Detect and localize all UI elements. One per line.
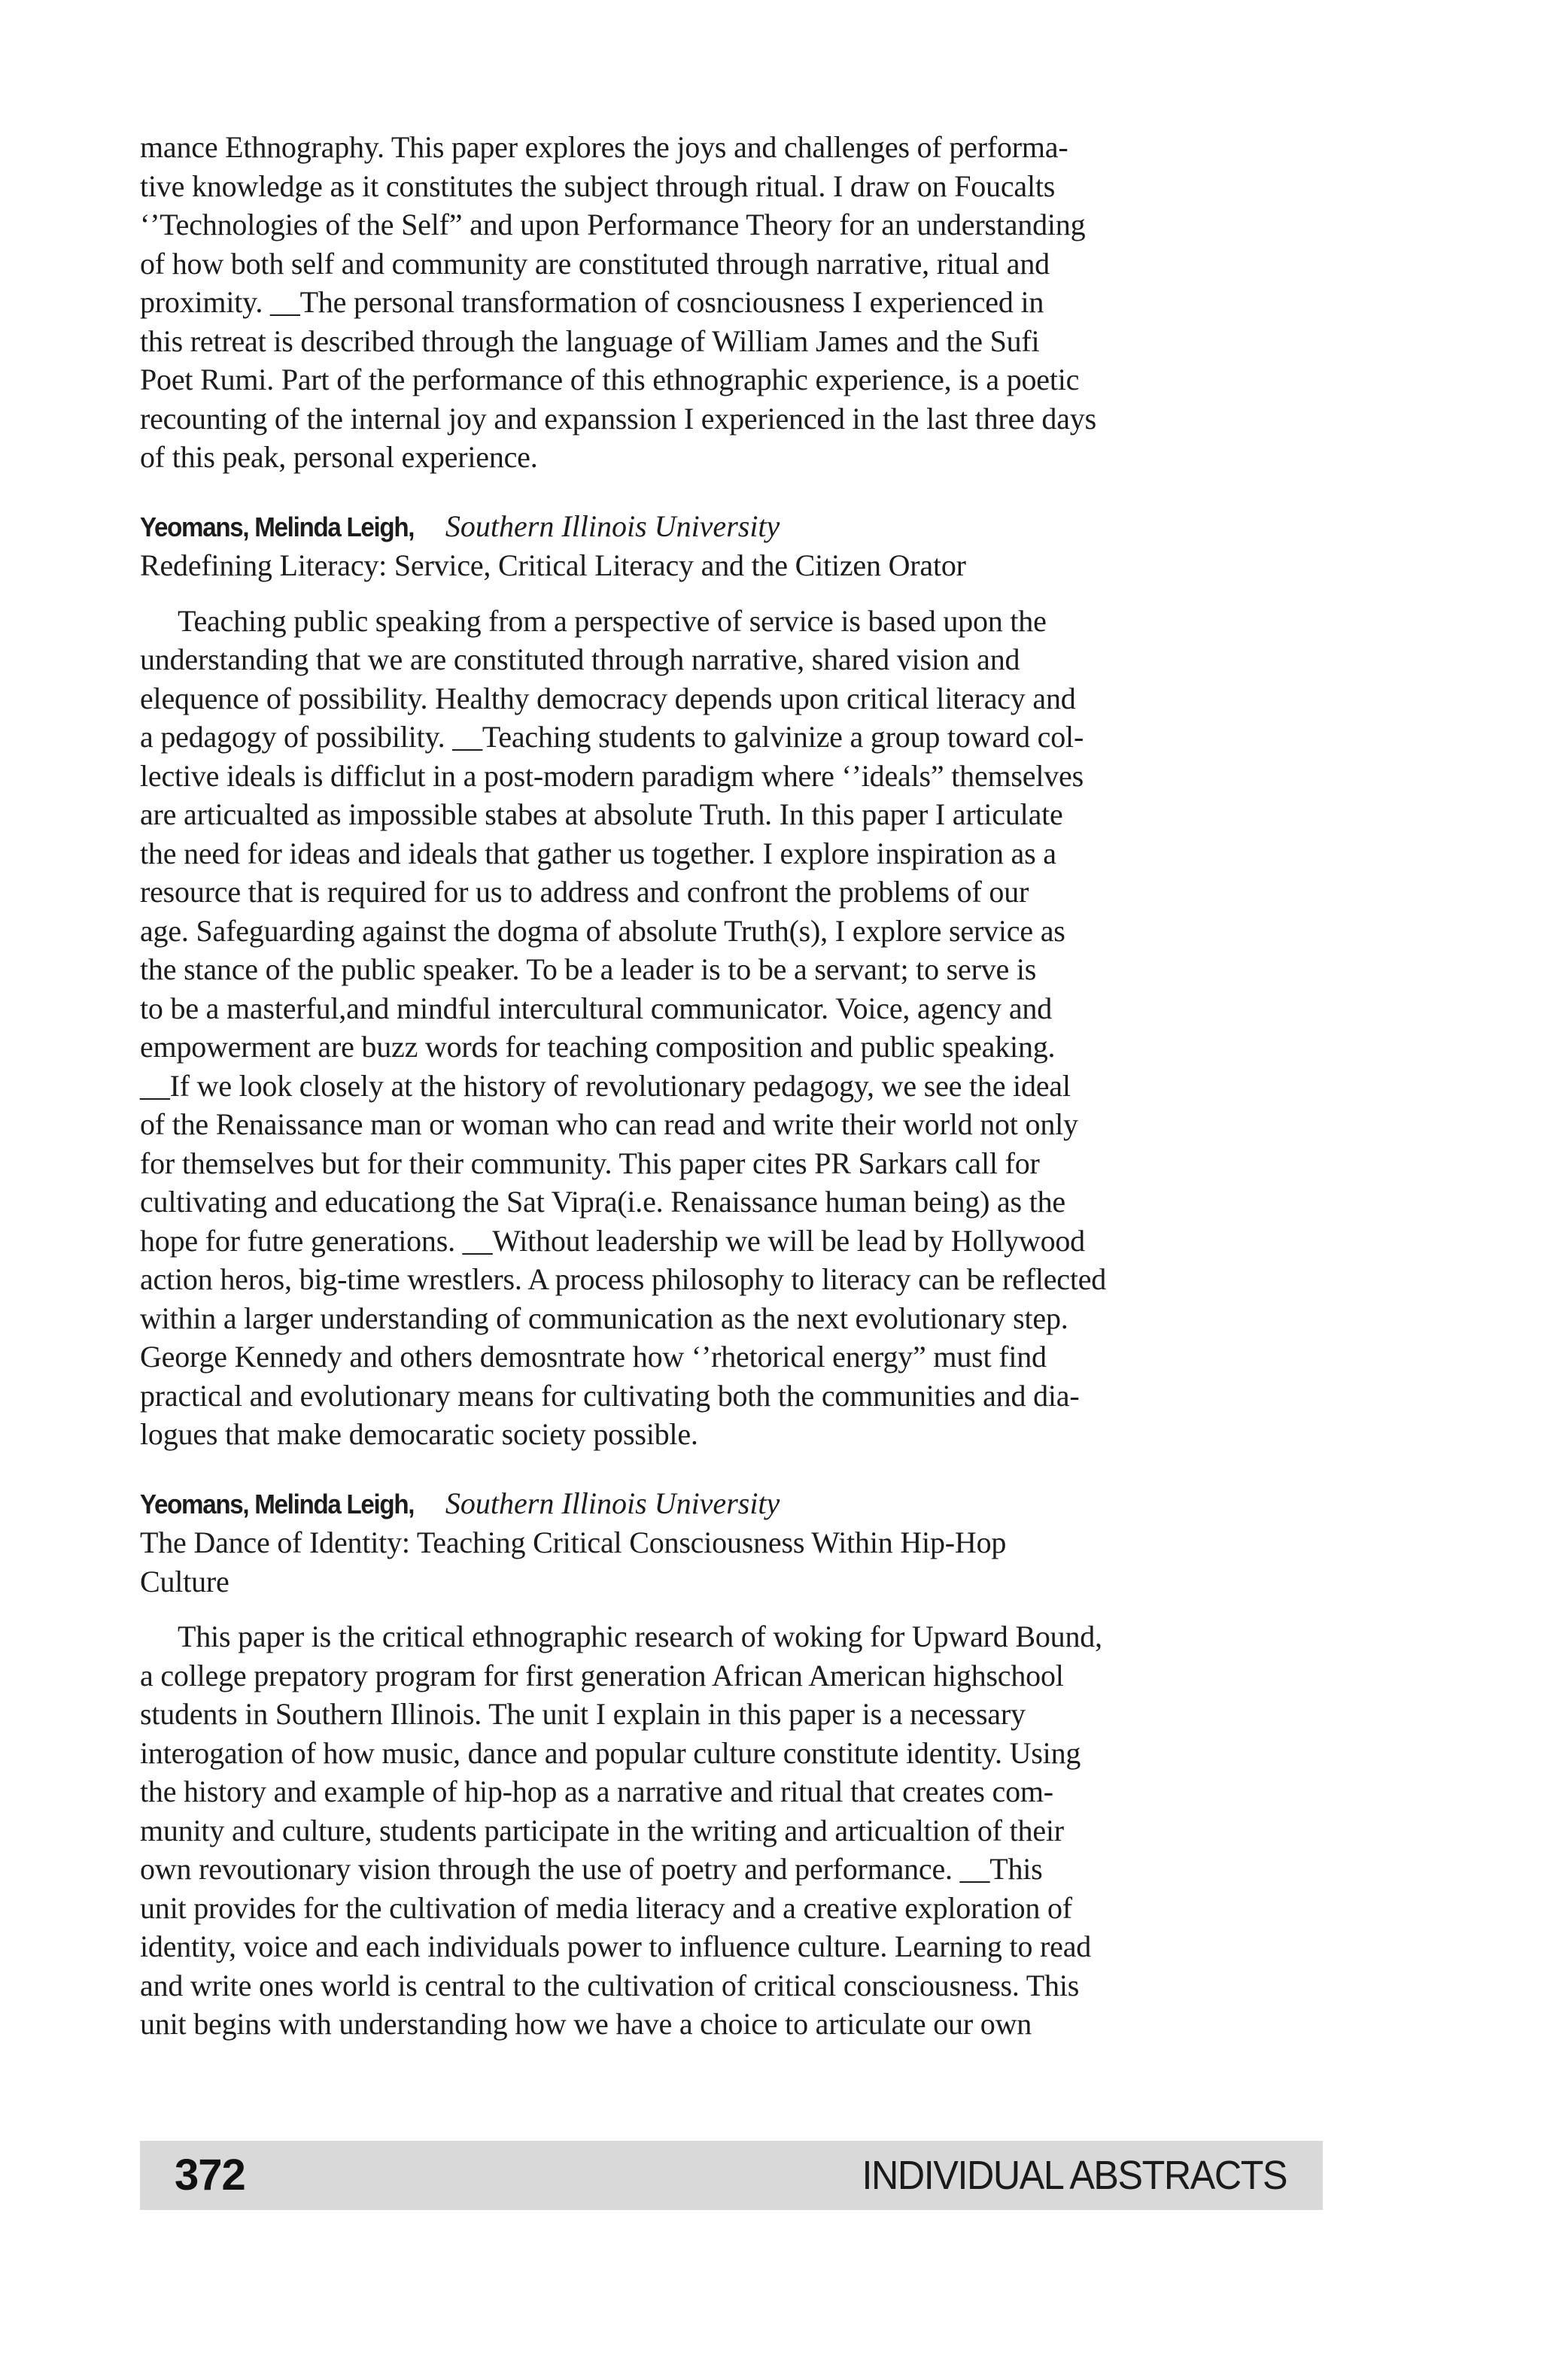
text-line: age. Safeguarding against the dogma of absolute Truth(s), I explore service as bbox=[140, 913, 1065, 948]
text-line: Teaching public speaking from a perspective of service is based upon the bbox=[178, 603, 1047, 638]
paper-title: Culture bbox=[140, 1564, 229, 1598]
text-line: of how both self and community are constituted through narrative, ritual and bbox=[140, 246, 1050, 281]
text-line: This paper is the critical ethnographic research of woking for Upward Bound, bbox=[178, 1620, 1102, 1653]
text-line: for themselves but for their community. This paper cites PR Sarkars call for bbox=[140, 1146, 1040, 1180]
text-line: the stance of the public speaker. To be a leader is to be a servant; to serve is bbox=[140, 952, 1037, 986]
text-line: the history and example of hip-hop as a narrative and ritual that creates com- bbox=[140, 1774, 1053, 1808]
text-line: action heros, big-time wrestlers. A process philosophy to literacy can be reflected bbox=[140, 1262, 1107, 1296]
text-line: cultivating and educationg the Sat Vipra(i.e. Renaissance human being) as the bbox=[140, 1185, 1065, 1219]
text-line: students in Southern Illinois. The unit I explain in this paper is a necessary bbox=[140, 1697, 1026, 1731]
text-line: George Kennedy and others demosntrate how ‘’rhetorical energy” must find bbox=[140, 1340, 1047, 1374]
author-line bbox=[140, 507, 1323, 547]
text-line: recounting of the internal joy and expanssion I experienced in the last three days bbox=[140, 401, 1096, 436]
text-line: unit begins with understanding how we have a choice to articulate our own bbox=[140, 2007, 1032, 2041]
text-line: a pedagogy of possibility. __Teaching students to galvinize a group toward col- bbox=[140, 720, 1084, 754]
author-name: Yeomans, Melinda Leigh, bbox=[140, 1488, 415, 1519]
text-line: ‘’Technologies of the Self” and upon Performance Theory for an understanding bbox=[140, 208, 1086, 241]
abstract-text bbox=[140, 602, 1323, 1454]
text-line: understanding that we are constituted through narrative, shared vision and bbox=[140, 642, 1020, 676]
text-line: a college prepatory program for first generation African American highschool bbox=[140, 1658, 1064, 1692]
text-line: the need for ideas and ideals that gather us together. I explore inspiration as a bbox=[140, 836, 1056, 870]
text-line: elequence of possibility. Healthy democracy depends upon critical literacy and bbox=[140, 681, 1076, 715]
paper-title: The Dance of Identity: Teaching Critical Consciousness Within Hip-Hop bbox=[140, 1525, 1007, 1559]
author-affiliation: Southern Illinois University bbox=[445, 508, 780, 543]
text-line: of this peak, personal experience. bbox=[140, 440, 538, 474]
text-line: logues that make democaratic society possible. bbox=[140, 1417, 698, 1451]
text-line: munity and culture, students participate in the writing and articualtion of their bbox=[140, 1813, 1064, 1847]
text-line: Poet Rumi. Part of the performance of this ethnographic experience, is a poetic bbox=[140, 363, 1080, 396]
paper-title: Redefining Literacy: Service, Critical Literacy and the Citizen Orator bbox=[140, 548, 966, 582]
text-line: are articualted as impossible stabes at absolute Truth. In this paper I articulate bbox=[140, 797, 1063, 831]
text-line: __If we look closely at the history of revolutionary pedagogy, we see the ideal bbox=[140, 1068, 1071, 1103]
text-line: and write ones world is central to the cultivation of critical consciousness. This bbox=[140, 1968, 1080, 2002]
text-line: identity, voice and each individuals power to influence culture. Learning to read bbox=[140, 1929, 1092, 1963]
continued-abstract bbox=[140, 128, 1323, 477]
author-name: Yeomans, Melinda Leigh, bbox=[140, 511, 415, 542]
running-section-title: INDIVIDUAL ABSTRACTS bbox=[862, 2153, 1287, 2198]
text-line: of the Renaissance man or woman who can read and write their world not only bbox=[140, 1107, 1078, 1141]
text-line: hope for futre generations. __Without leadership we will be lead by Hollywood bbox=[140, 1223, 1085, 1258]
text-line: resource that is required for us to address and confront the problems of our bbox=[140, 875, 1029, 909]
text-line: empowerment are buzz words for teaching composition and public speaking. bbox=[140, 1030, 1056, 1064]
abstract-text bbox=[140, 1617, 1323, 2044]
text-line: to be a masterful,and mindful intercultural communicator. Voice, agency and bbox=[140, 991, 1053, 1025]
text-line: practical and evolutionary means for cultivating both the communities and dia- bbox=[140, 1378, 1080, 1413]
page-footer bbox=[140, 2141, 1323, 2210]
text-line: within a larger understanding of communication as the next evolutionary step. bbox=[140, 1301, 1068, 1335]
text-line: unit provides for the cultivation of media literacy and a creative exploration of bbox=[140, 1890, 1072, 1925]
text-line: tive knowledge as it constitutes the subject through ritual. I draw on Foucalts bbox=[140, 168, 1056, 203]
page-number: 372 bbox=[175, 2151, 245, 2199]
text-line: own revoutionary vision through the use of poetry and performance. __This bbox=[140, 1852, 1043, 1886]
author-affiliation: Southern Illinois University bbox=[445, 1486, 780, 1520]
text-line: interogation of how music, dance and popular culture constitute identity. Using bbox=[140, 1735, 1081, 1770]
abstract-entry bbox=[140, 1484, 1323, 2044]
text-line: proximity. __The personal transformation of cosnciousness I experienced in bbox=[140, 285, 1044, 319]
text-line: this retreat is described through the language of William James and the Sufi bbox=[140, 323, 1040, 358]
abstract-entry bbox=[140, 507, 1323, 1454]
text-line: mance Ethnography. This paper explores the joys and challenges of performa- bbox=[140, 130, 1068, 164]
author-line bbox=[140, 1484, 1323, 1524]
text-line: lective ideals is difficlut in a post-modern paradigm where ‘’ideals” themselves bbox=[140, 758, 1084, 793]
page-body bbox=[140, 128, 1323, 2044]
